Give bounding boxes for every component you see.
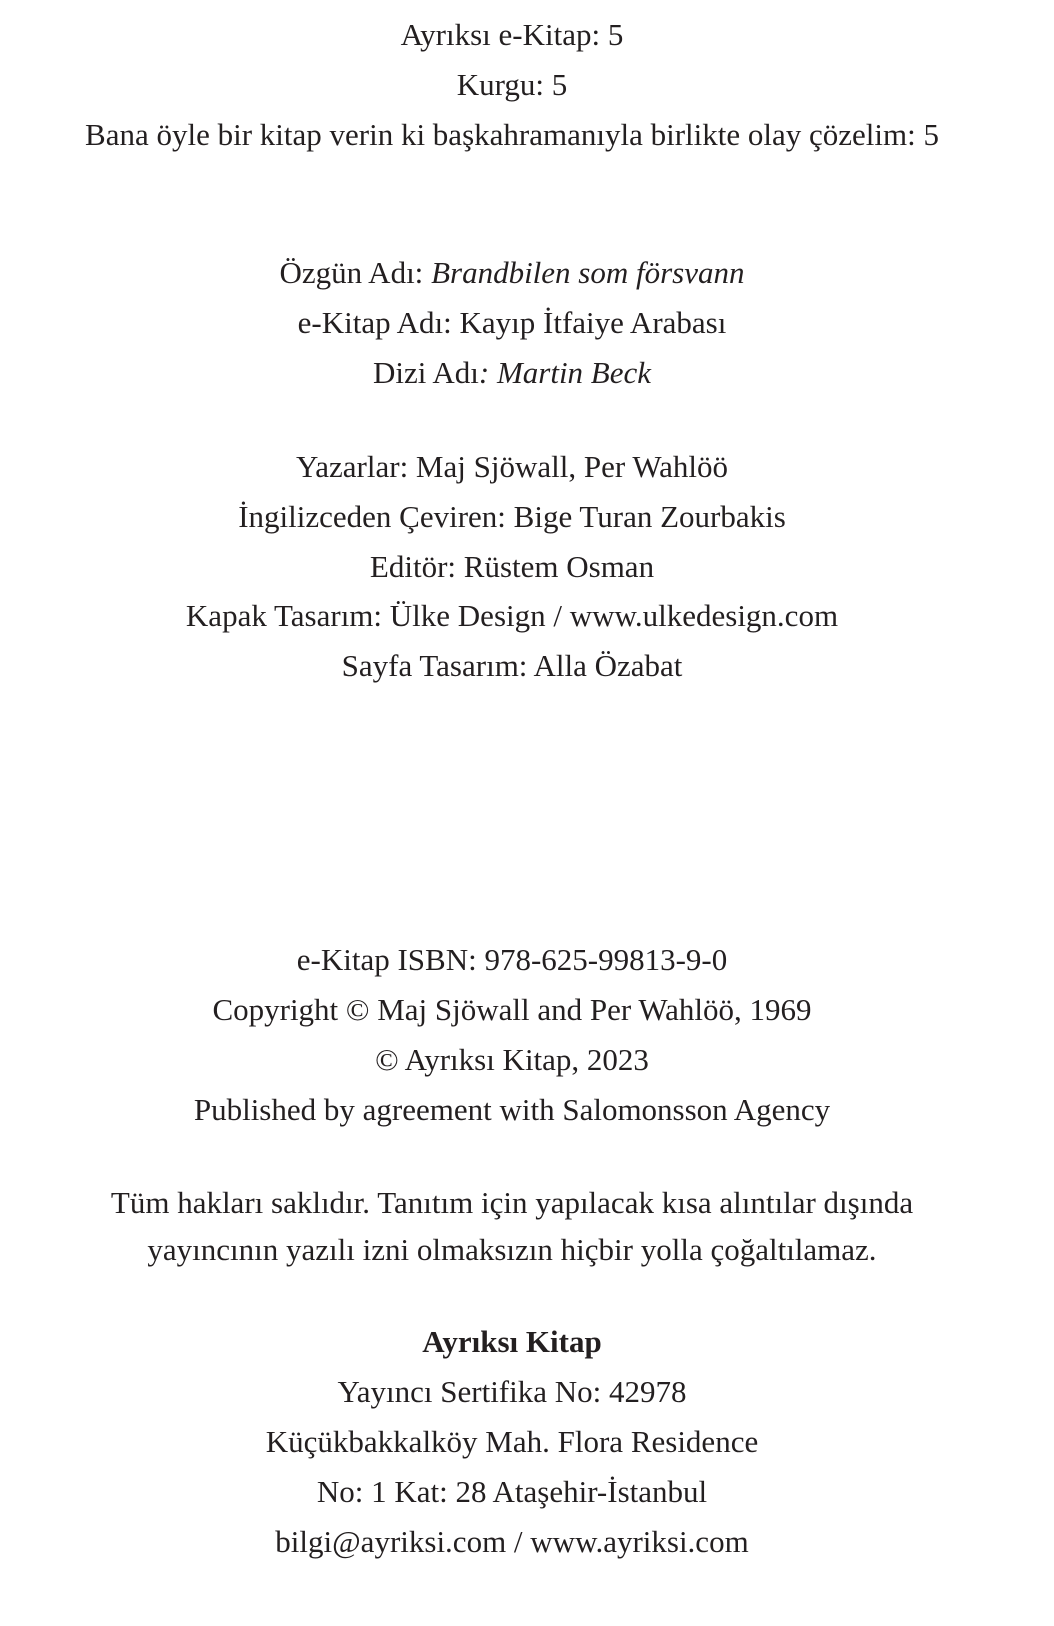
publisher-address-1: Küçükbakkalköy Mah. Flora Residence [265,1424,759,1459]
ebook-title: e-Kitap Adı: Kayıp İtfaiye Arabası [297,305,727,340]
original-title-label: Özgün Adı: [279,255,432,290]
original-title [0,253,1024,293]
copyright-authors: Copyright © Maj Sjöwall and Per Wahlöö, 1969 [212,992,812,1027]
page-design: Sayfa Tasarım: Alla Özabat [341,648,683,683]
original-title-value: Brandbilen som försvann [431,255,745,290]
authors: Yazarlar: Maj Sjöwall, Per Wahlöö [295,449,729,484]
publisher-address-2: No: 1 Kat: 28 Ataşehir-İstanbul [316,1474,708,1509]
isbn: e-Kitap ISBN: 978-625-99813-9-0 [296,942,728,977]
rights-line-2: yayıncının yazılı izni olmaksızın hiçbir yolla çoğaltılamaz. [147,1232,877,1267]
agency-agreement: Published by agreement with Salomonsson Agency [193,1092,831,1127]
publisher-certificate: Yayıncı Sertifika No: 42978 [337,1374,687,1409]
series-title-label: Dizi Adı [372,355,479,390]
translator: İngilizceden Çeviren: Bige Turan Zourbakis [238,499,786,534]
series-title-value: : Martin Beck [478,355,652,390]
series-title [0,353,1024,393]
publisher-name: Ayrıksı Kitap [422,1324,602,1359]
rating-kurgu: Kurgu: 5 [456,67,568,102]
rating-ayriksi-ekitap: Ayrıksı e-Kitap: 5 [400,17,624,52]
rating-olay-cozelim: Bana öyle bir kitap verin ki başkahramanıyla birlikte olay çözelim: 5 [85,117,939,152]
rights-line-1: Tüm hakları saklıdır. Tanıtım için yapılacak kısa alıntılar dışında [110,1185,914,1220]
editor: Editör: Rüstem Osman [369,549,655,584]
copyright-publisher: © Ayrıksı Kitap, 2023 [375,1042,649,1077]
publisher-contact: bilgi@ayriksi.com / www.ayriksi.com [275,1524,749,1559]
cover-design: Kapak Tasarım: Ülke Design / www.ulkedesign.com [185,598,839,633]
